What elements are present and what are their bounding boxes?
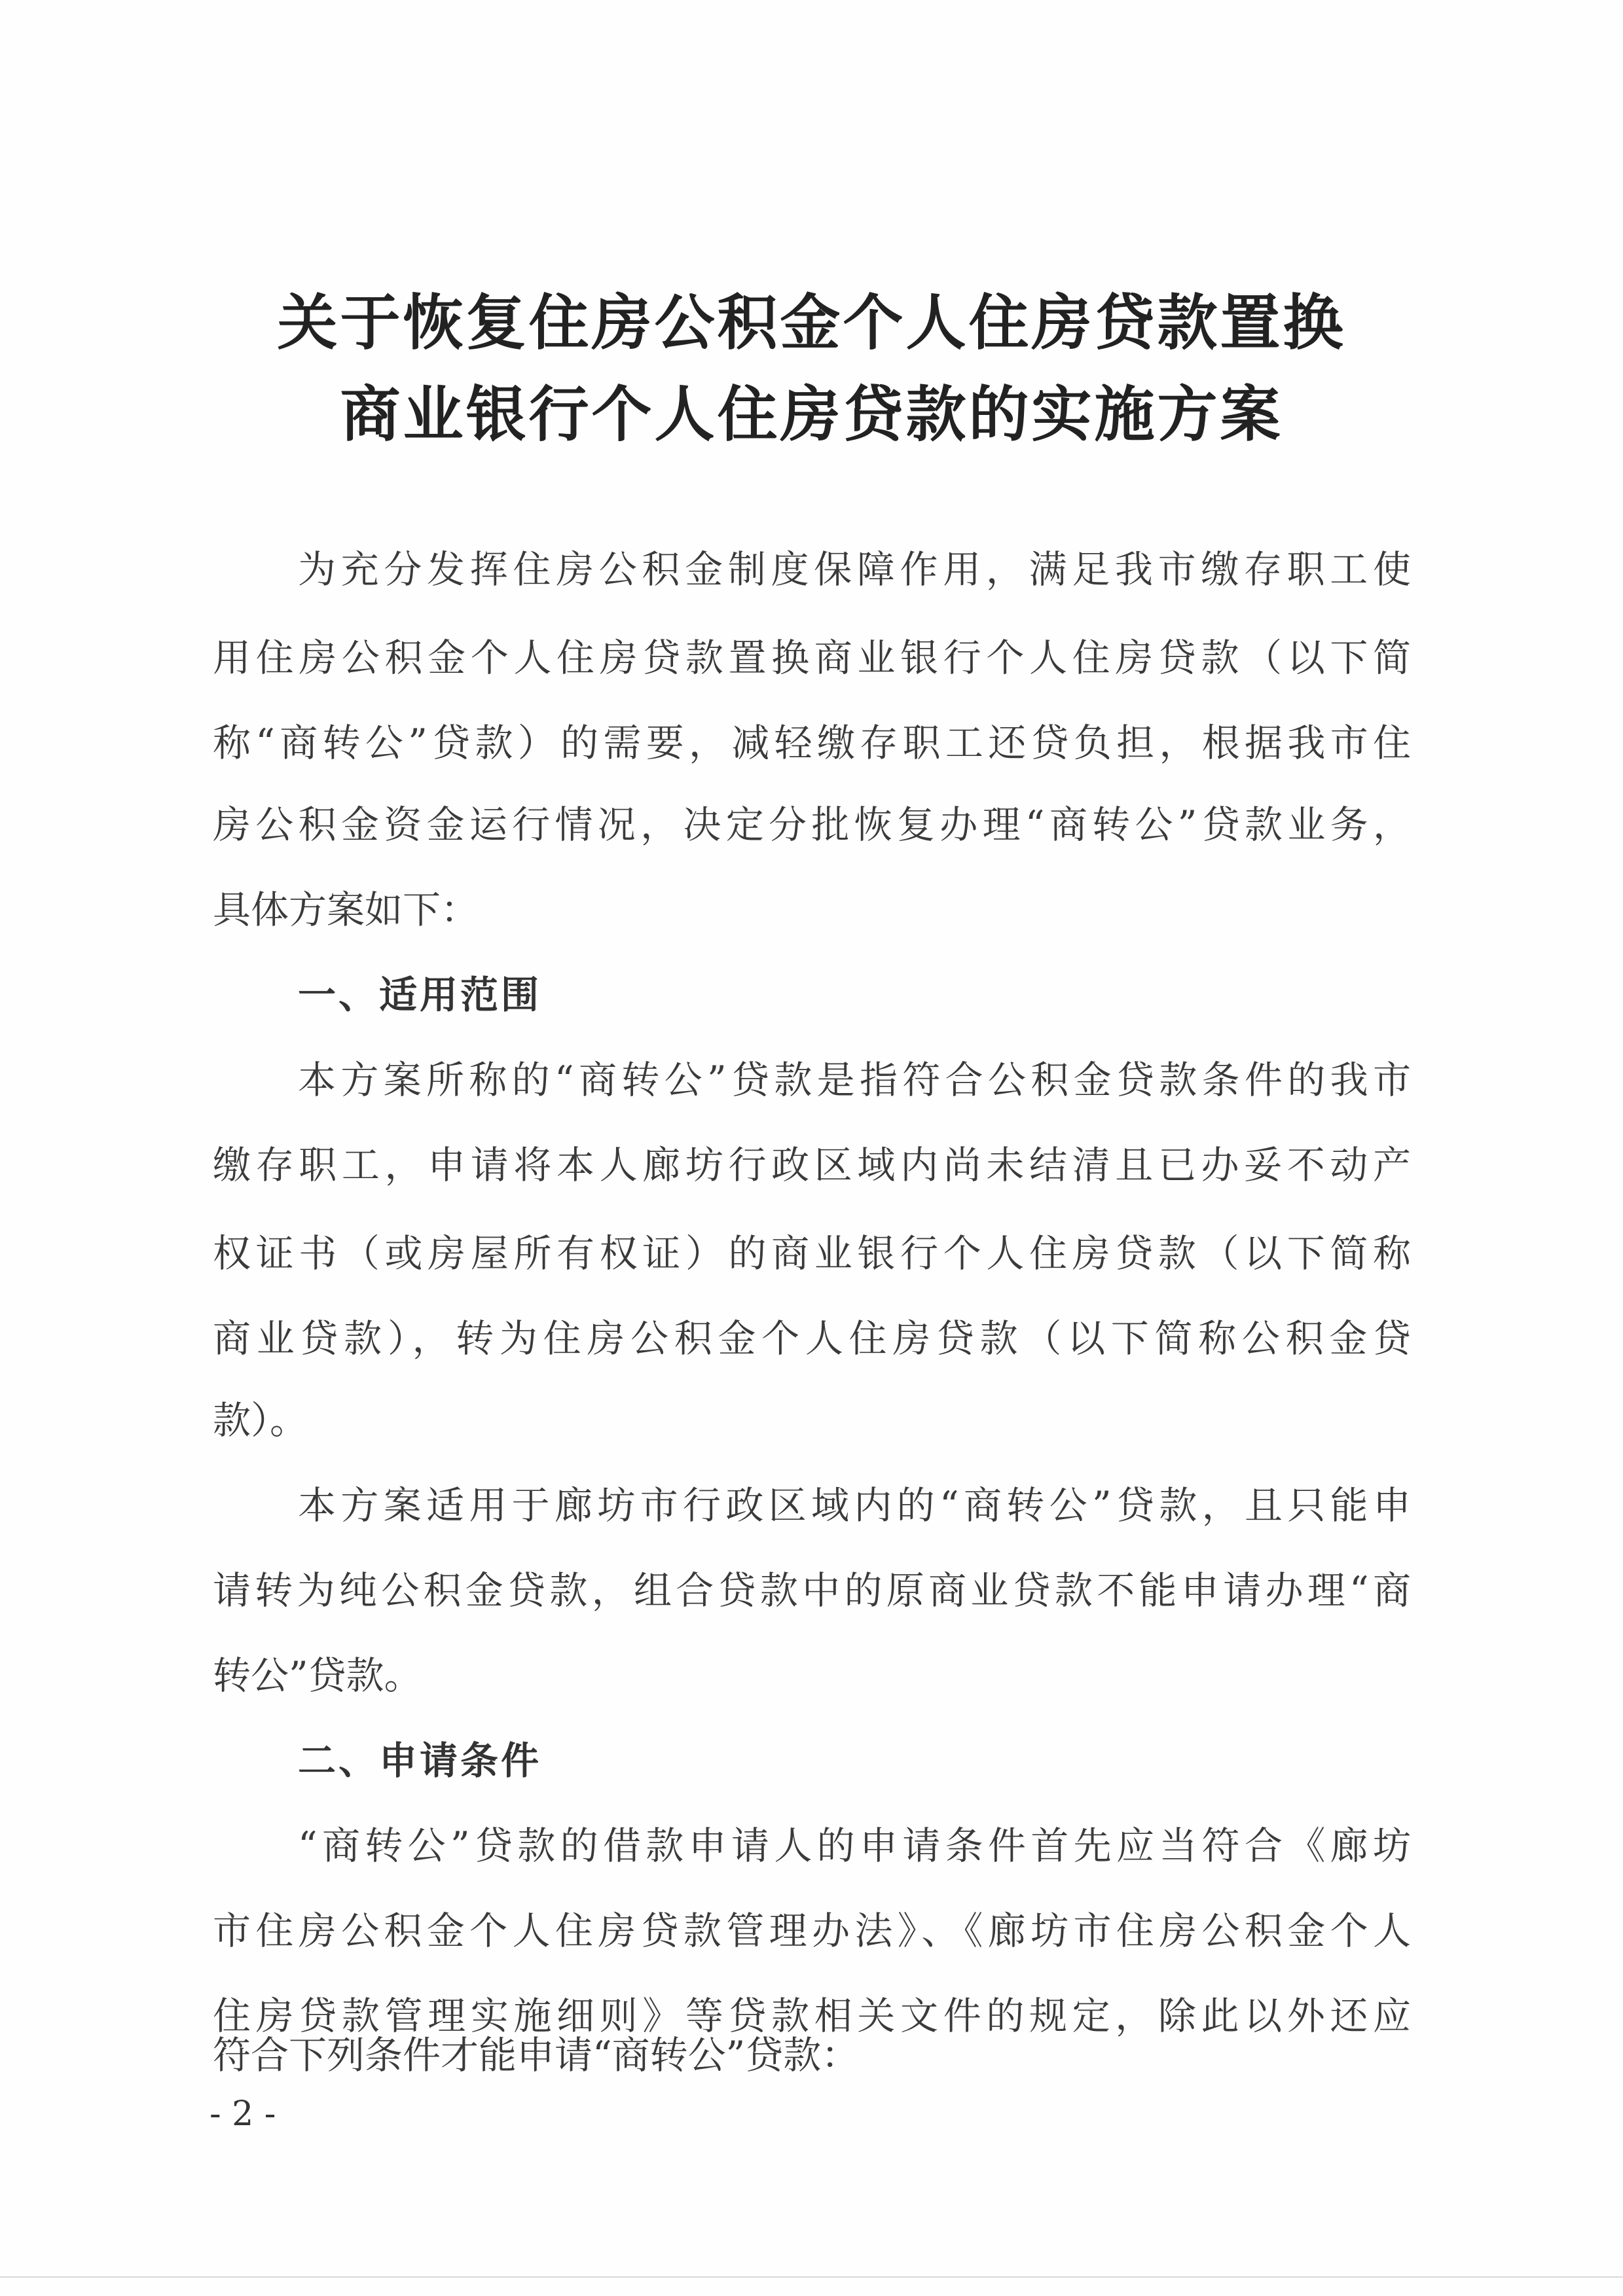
section-2-para-1-line-4: 符合下列条件才能申请“商转公”贷款： [213,2033,860,2077]
section-2-heading: 二、申请条件 [298,1738,542,1783]
section-1-para-2-line-3: 转公”贷款。 [213,1653,422,1698]
section-1-para-1-line-2: 缴存职工，申请将本人廊坊行政区域内尚未结清且已办妥不动产 [213,1143,1411,1187]
section-2-para-1-line-1: “商转公”贷款的借款申请人的申请条件首先应当符合《廊坊 [298,1823,1411,1868]
section-2-para-1-line-2: 市住房公积金个人住房贷款管理办法》、《廊坊市住房公积金个人 [213,1909,1411,1953]
section-1-para-1-line-3: 权证书（或房屋所有权证）的商业银行个人住房贷款（以下简称 [213,1231,1411,1276]
intro-line-1: 为充分发挥住房公积金制度保障作用，满足我市缴存职工使 [298,547,1411,592]
section-2-para-1-line-3: 住房贷款管理实施细则》等贷款相关文件的规定，除此以外还应 [213,1994,1411,2038]
document-title-line-1: 关于恢复住房公积金个人住房贷款置换 [277,287,1346,358]
section-1-para-1-line-4: 商业贷款），转为住房公积金个人住房贷款（以下简称公积金贷 [213,1316,1411,1361]
section-1-para-2-line-2: 请转为纯公积金贷款，组合贷款中的原商业贷款不能申请办理“商 [213,1568,1411,1613]
intro-line-3: 称“商转公”贷款）的需要，减轻缴存职工还贷负担，根据我市住 [213,721,1411,765]
section-1-para-2-line-1: 本方案适用于廊坊市行政区域内的“商转公”贷款，且只能申 [298,1483,1411,1528]
scan-edge-line [0,2276,1623,2278]
document-title-line-2: 商业银行个人住房贷款的实施方案 [340,379,1283,450]
section-1-para-1-line-5: 款）。 [213,1398,308,1443]
intro-line-4: 房公积金资金运行情况，决定分批恢复办理“商转公”贷款业务， [213,802,1411,847]
intro-line-5: 具体方案如下： [213,888,479,932]
section-1-para-1-line-1: 本方案所称的“商转公”贷款是指符合公积金贷款条件的我市 [298,1058,1411,1102]
section-1-heading: 一、适用范围 [298,973,542,1017]
page-number: - 2 - [210,2094,276,2134]
intro-line-2: 用住房公积金个人住房贷款置换商业银行个人住房贷款（以下简 [213,636,1411,680]
